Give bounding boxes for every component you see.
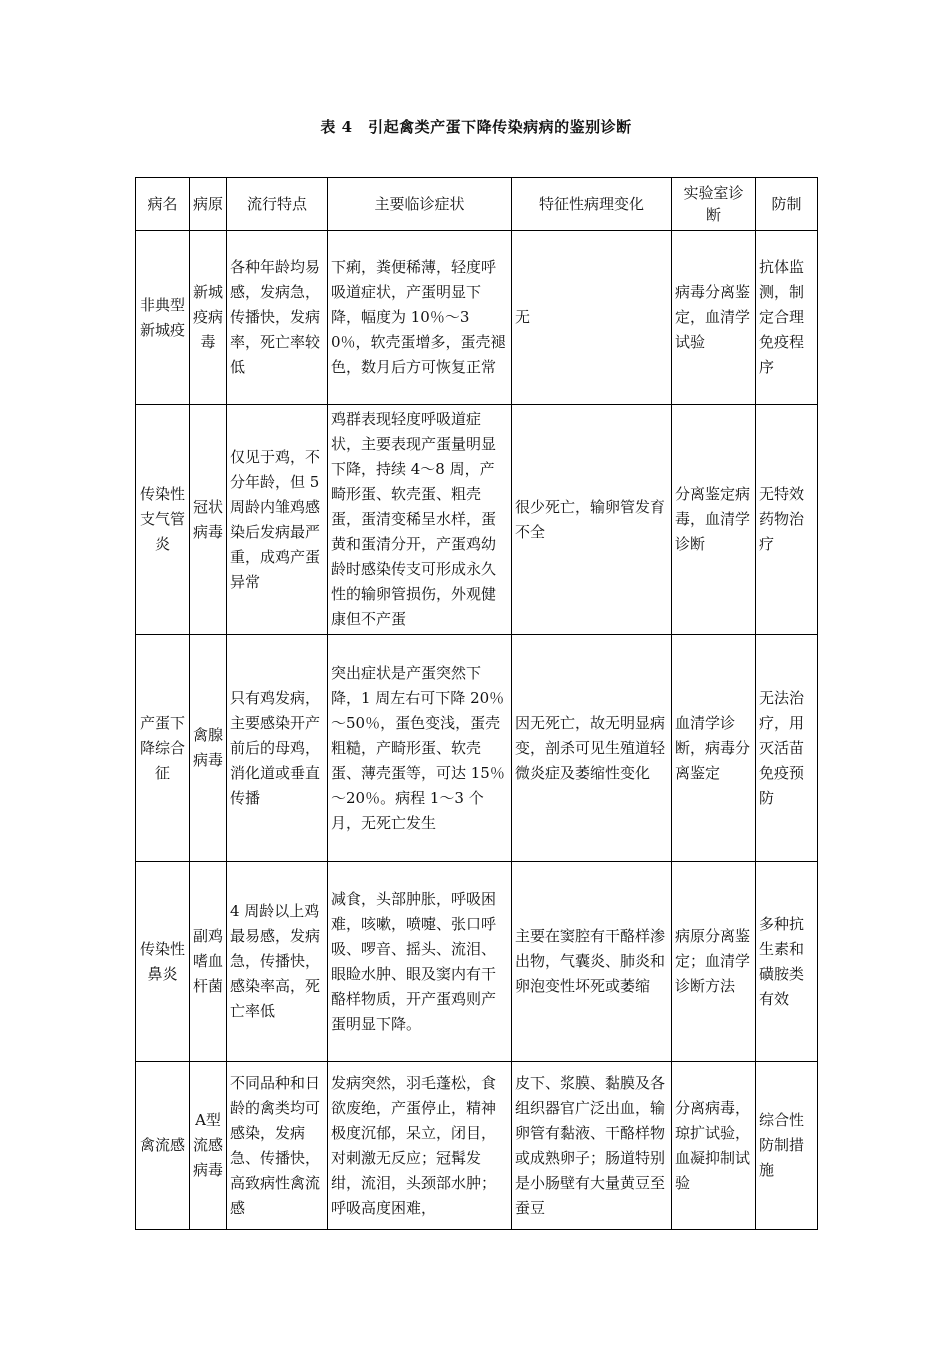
table-row <box>136 1062 818 1230</box>
symptoms: 鸡群表现轻度呼吸道症状，主要表现产蛋量明显下降，持续 4～8 周，产畸形蛋、软壳蛋、粗壳蛋，蛋清变稀呈水样，蛋黄和蛋清分开，产蛋鸡幼龄时感染传支可形成永久性的输卵管损伤，外观健康但不产蛋 <box>328 405 512 635</box>
disease-name: 产蛋下降综合征 <box>136 635 190 862</box>
epidemiology: 只有鸡发病，主要感染开产前后的母鸡，消化道或垂直传播 <box>227 635 328 862</box>
header-epidemiology: 流行特点 <box>227 178 328 231</box>
pathogen: 副鸡嗜血杆菌 <box>190 862 227 1062</box>
pathogen: A型流感病毒 <box>190 1062 227 1230</box>
header-control: 防制 <box>756 178 818 231</box>
epidemiology: 各种年龄均易感，发病急，传播快，发病率，死亡率较低 <box>227 231 328 405</box>
epidemiology: 4 周龄以上鸡最易感，发病急，传播快，感染率高，死亡率低 <box>227 862 328 1062</box>
pathology: 皮下、浆膜、黏膜及各组织器官广泛出血，输卵管有黏液、干酪样物或成熟卵子；肠道特别是小肠壁有大量黄豆至蚕豆 <box>512 1062 672 1230</box>
pathology: 主要在窦腔有干酪样渗出物，气囊炎、肺炎和卵泡变性坏死或萎缩 <box>512 862 672 1062</box>
control: 无特效药物治疗 <box>756 405 818 635</box>
disease-name: 传染性鼻炎 <box>136 862 190 1062</box>
epidemiology: 仅见于鸡，不分年龄，但 5 周龄内雏鸡感染后发病最严重，成鸡产蛋异常 <box>227 405 328 635</box>
control: 无法治疗，用灭活苗免疫预防 <box>756 635 818 862</box>
diagnosis-table <box>135 177 818 1230</box>
pathology: 很少死亡，输卵管发育不全 <box>512 405 672 635</box>
symptoms: 突出症状是产蛋突然下降，1 周左右可下降 20％～50％，蛋色变浅，蛋壳粗糙，产畸形蛋、软壳蛋、薄壳蛋等，可达 15％～20％。病程 1～3 个月，无死亡发生 <box>328 635 512 862</box>
lab-diagnosis: 分离病毒，琼扩试验，血凝抑制试验 <box>672 1062 756 1230</box>
header-name: 病名 <box>136 178 190 231</box>
control: 综合性防制措施 <box>756 1062 818 1230</box>
symptoms: 发病突然，羽毛蓬松，食欲废绝，产蛋停止，精神极度沉郁，呆立，闭目，对刺激无反应；冠髯发绀，流泪，头颈部水肿；呼吸高度困难， <box>328 1062 512 1230</box>
epidemiology: 不同品种和日龄的禽类均可感染，发病急、传播快，高致病性禽流感 <box>227 1062 328 1230</box>
table-row <box>136 231 818 405</box>
table-row <box>136 862 818 1062</box>
disease-name: 禽流感 <box>136 1062 190 1230</box>
header-symptoms: 主要临诊症状 <box>328 178 512 231</box>
header-pathology: 特征性病理变化 <box>512 178 672 231</box>
control: 抗体监测，制定合理免疫程序 <box>756 231 818 405</box>
control: 多种抗生素和磺胺类有效 <box>756 862 818 1062</box>
header-row <box>136 178 818 231</box>
disease-name: 非典型新城疫 <box>136 231 190 405</box>
disease-name: 传染性支气管炎 <box>136 405 190 635</box>
pathology: 因无死亡，故无明显病变，剖杀可见生殖道轻微炎症及萎缩性变化 <box>512 635 672 862</box>
lab-diagnosis: 血清学诊断，病毒分离鉴定 <box>672 635 756 862</box>
table-row <box>136 635 818 862</box>
lab-diagnosis: 病原分离鉴定；血清学诊断方法 <box>672 862 756 1062</box>
pathogen: 禽腺病毒 <box>190 635 227 862</box>
table-title: 表 4 引起禽类产蛋下降传染病病的鉴别诊断 <box>320 118 632 136</box>
header-pathogen: 病原 <box>190 178 227 231</box>
table-row <box>136 405 818 635</box>
lab-diagnosis: 分离鉴定病毒，血清学诊断 <box>672 405 756 635</box>
symptoms: 下痢，粪便稀薄，轻度呼吸道症状，产蛋明显下降，幅度为 10％～30％，软壳蛋增多，蛋壳褪色，数月后方可恢复正常 <box>328 231 512 405</box>
header-lab: 实验室诊 断 <box>672 178 756 231</box>
pathogen: 冠状病毒 <box>190 405 227 635</box>
pathogen: 新城疫病毒 <box>190 231 227 405</box>
lab-diagnosis: 病毒分离鉴定，血清学试验 <box>672 231 756 405</box>
pathology: 无 <box>512 231 672 405</box>
symptoms: 减食，头部肿胀，呼吸困难，咳嗽，喷嚏、张口呼吸、啰音、摇头、流泪、眼睑水肿、眼及窦内有干酪样物质，开产蛋鸡则产蛋明显下降。 <box>328 862 512 1062</box>
